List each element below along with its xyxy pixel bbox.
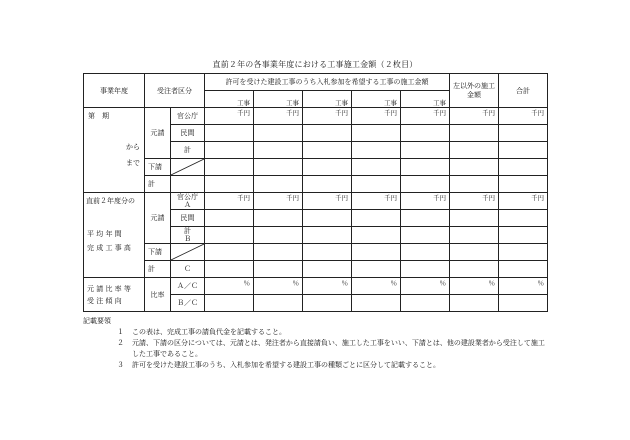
amount-cell[interactable] (352, 295, 401, 312)
header-other: 左以外の施工金額 (450, 74, 499, 108)
s2-a: Ａ (184, 201, 191, 209)
amount-cell[interactable] (450, 244, 499, 261)
amount-cell[interactable] (205, 176, 254, 193)
s2-row-total (84, 261, 548, 278)
construction-amount-table (83, 73, 548, 312)
s2-sub-kei: 計 (184, 227, 191, 235)
s1-shitauke: 下請 (145, 159, 171, 176)
amount-cell[interactable] (254, 210, 303, 227)
amount-cell[interactable] (450, 227, 499, 244)
amount-cell[interactable] (401, 125, 450, 142)
amount-cell[interactable] (303, 125, 352, 142)
amount-cell[interactable] (450, 210, 499, 227)
pct-cell: ％ (499, 278, 548, 295)
s3-ac: Ａ／Ｃ (171, 278, 205, 295)
s2-row-shitauke (84, 244, 548, 261)
amount-cell[interactable] (401, 210, 450, 227)
work-cell: 工事 (401, 91, 450, 108)
unit-cell: 千円 (303, 108, 352, 125)
amount-cell[interactable] (205, 159, 254, 176)
pct-cell: ％ (450, 278, 499, 295)
amount-cell[interactable] (303, 295, 352, 312)
unit-cell: 千円 (499, 193, 548, 210)
note-item (83, 327, 547, 338)
amount-cell[interactable] (303, 176, 352, 193)
amount-cell[interactable] (401, 176, 450, 193)
amount-cell[interactable] (450, 295, 499, 312)
header-contractor-type: 受注者区分 (145, 74, 205, 108)
amount-cell[interactable] (450, 261, 499, 278)
unit-cell: 千円 (401, 108, 450, 125)
note-text: 元請、下請の区分については、元請とは、発注者から直接請負い、施工した工事をいい、下請とは、他の建設業者から受注して施工した工事であること。 (132, 339, 545, 358)
note-text: この表は、完成工事の請負代金を記載すること。 (132, 328, 286, 336)
amount-cell[interactable] (450, 159, 499, 176)
amount-cell[interactable] (499, 244, 548, 261)
amount-cell[interactable] (499, 227, 548, 244)
amount-cell[interactable] (499, 125, 548, 142)
amount-cell[interactable] (205, 261, 254, 278)
notes-heading: 記載要領 (83, 317, 111, 325)
s3-label1: 元 請 比 率 等 (87, 284, 131, 293)
unit-cell: 千円 (254, 108, 303, 125)
s1-motouke: 元請 (145, 108, 171, 159)
s2-row-kankocho (84, 193, 548, 210)
amount-cell[interactable] (303, 227, 352, 244)
s2-label3: 完 成 工 事 高 (87, 244, 131, 252)
page-title: 直前２年の各事業年度における工事施工金額（２枚目） (212, 60, 418, 69)
amount-cell[interactable] (499, 295, 548, 312)
s3-row-ac (84, 278, 548, 295)
amount-cell[interactable] (205, 142, 254, 159)
s1-kankocho: 官公庁 (171, 108, 205, 125)
amount-cell[interactable] (205, 244, 254, 261)
unit-cell: 千円 (499, 108, 548, 125)
work-cell: 工事 (303, 91, 352, 108)
unit-cell: 千円 (352, 193, 401, 210)
s2-b: Ｂ (184, 235, 191, 243)
unit-cell: 千円 (254, 193, 303, 210)
s2-kei: 計 (145, 261, 171, 278)
s3-label2: 受 注 傾 向 (87, 296, 122, 305)
note-text: 許可を受けた建設工事のうち、入札参加を希望する建設工事の種類ごとに区分して記載すること。 (132, 361, 440, 369)
pct-cell: ％ (205, 278, 254, 295)
s2-kankocho: 官公庁 (177, 193, 198, 201)
amount-cell[interactable] (254, 227, 303, 244)
note-number: １ (117, 328, 124, 336)
amount-cell[interactable] (303, 244, 352, 261)
amount-cell[interactable] (352, 210, 401, 227)
amount-cell[interactable] (352, 244, 401, 261)
s1-row-shitauke (84, 159, 548, 176)
amount-cell[interactable] (303, 142, 352, 159)
amount-cell[interactable] (450, 176, 499, 193)
note-item (83, 338, 547, 360)
work-cell: 工事 (254, 91, 303, 108)
amount-cell[interactable] (254, 176, 303, 193)
amount-cell[interactable] (352, 176, 401, 193)
amount-cell[interactable] (401, 295, 450, 312)
amount-cell[interactable] (352, 227, 401, 244)
unit-cell: 千円 (205, 193, 254, 210)
pct-cell: ％ (352, 278, 401, 295)
s3-label-cell (84, 278, 145, 312)
s1-dai: 第 期 (88, 112, 109, 120)
amount-cell[interactable] (499, 176, 548, 193)
amount-cell[interactable] (401, 261, 450, 278)
amount-cell[interactable] (352, 142, 401, 159)
note-number: ３ (117, 361, 124, 369)
pct-cell: ％ (303, 278, 352, 295)
unit-cell: 千円 (450, 193, 499, 210)
s1-minkan: 民間 (171, 125, 205, 142)
work-cell: 工事 (352, 91, 401, 108)
s2-label1: 直前２年度分の (86, 197, 135, 205)
unit-cell: 千円 (303, 193, 352, 210)
s2-minkan: 民間 (171, 210, 205, 227)
s1-kei: 計 (145, 176, 171, 193)
work-cell: 工事 (205, 91, 254, 108)
amount-cell[interactable] (499, 159, 548, 176)
amount-cell[interactable] (205, 227, 254, 244)
s3-bc: Ｂ／Ｃ (171, 295, 205, 312)
amount-cell[interactable] (254, 159, 303, 176)
note-item (83, 360, 547, 371)
s2-label2: 平 均 年 間 (87, 230, 122, 238)
amount-cell[interactable] (254, 244, 303, 261)
s1-sub-kei: 計 (171, 142, 205, 159)
s2-c: Ｃ (171, 261, 205, 278)
amount-cell[interactable] (499, 210, 548, 227)
s1-made: まで (126, 159, 140, 167)
amount-cell[interactable] (303, 261, 352, 278)
amount-cell[interactable] (401, 142, 450, 159)
amount-cell[interactable] (254, 142, 303, 159)
s1-kara: から (126, 143, 140, 151)
amount-cell[interactable] (352, 261, 401, 278)
amount-cell[interactable] (205, 125, 254, 142)
diagonal-cell (171, 244, 205, 261)
amount-cell[interactable] (303, 210, 352, 227)
unit-cell: 千円 (450, 108, 499, 125)
header-total: 合計 (499, 74, 548, 108)
s2-kankocho-a (171, 193, 205, 210)
pct-cell: ％ (254, 278, 303, 295)
diagonal-cell (171, 159, 205, 176)
amount-cell[interactable] (401, 227, 450, 244)
note-number: ２ (117, 339, 124, 347)
unit-cell: 千円 (352, 108, 401, 125)
s1-row-total (84, 176, 548, 193)
amount-cell[interactable] (254, 125, 303, 142)
amount-cell[interactable] (352, 125, 401, 142)
amount-cell[interactable] (205, 295, 254, 312)
unit-cell: 千円 (401, 193, 450, 210)
s2-motouke: 元請 (145, 193, 171, 244)
pct-cell: ％ (401, 278, 450, 295)
amount-cell[interactable] (254, 261, 303, 278)
amount-cell[interactable] (401, 244, 450, 261)
amount-cell[interactable] (450, 142, 499, 159)
amount-cell[interactable] (352, 159, 401, 176)
notes-section (83, 316, 547, 371)
s2-kei-b (171, 227, 205, 244)
s2-shitauke: 下請 (145, 244, 171, 261)
amount-cell[interactable] (499, 261, 548, 278)
header-row (84, 74, 548, 91)
amount-cell[interactable] (205, 210, 254, 227)
amount-cell[interactable] (254, 295, 303, 312)
amount-cell[interactable] (499, 142, 548, 159)
amount-cell[interactable] (450, 125, 499, 142)
unit-cell: 千円 (205, 108, 254, 125)
header-permitted: 許可を受けた建設工事のうち入札参加を希望する工事の施工金額 (205, 74, 450, 91)
s1-period-cell (84, 108, 145, 193)
s1-row-kankocho (84, 108, 548, 125)
s2-label-cell (84, 193, 145, 278)
amount-cell[interactable] (401, 159, 450, 176)
s3-ratio: 比率 (145, 278, 171, 312)
amount-cell[interactable] (303, 159, 352, 176)
empty-cell (171, 176, 205, 193)
header-year: 事業年度 (84, 74, 145, 108)
